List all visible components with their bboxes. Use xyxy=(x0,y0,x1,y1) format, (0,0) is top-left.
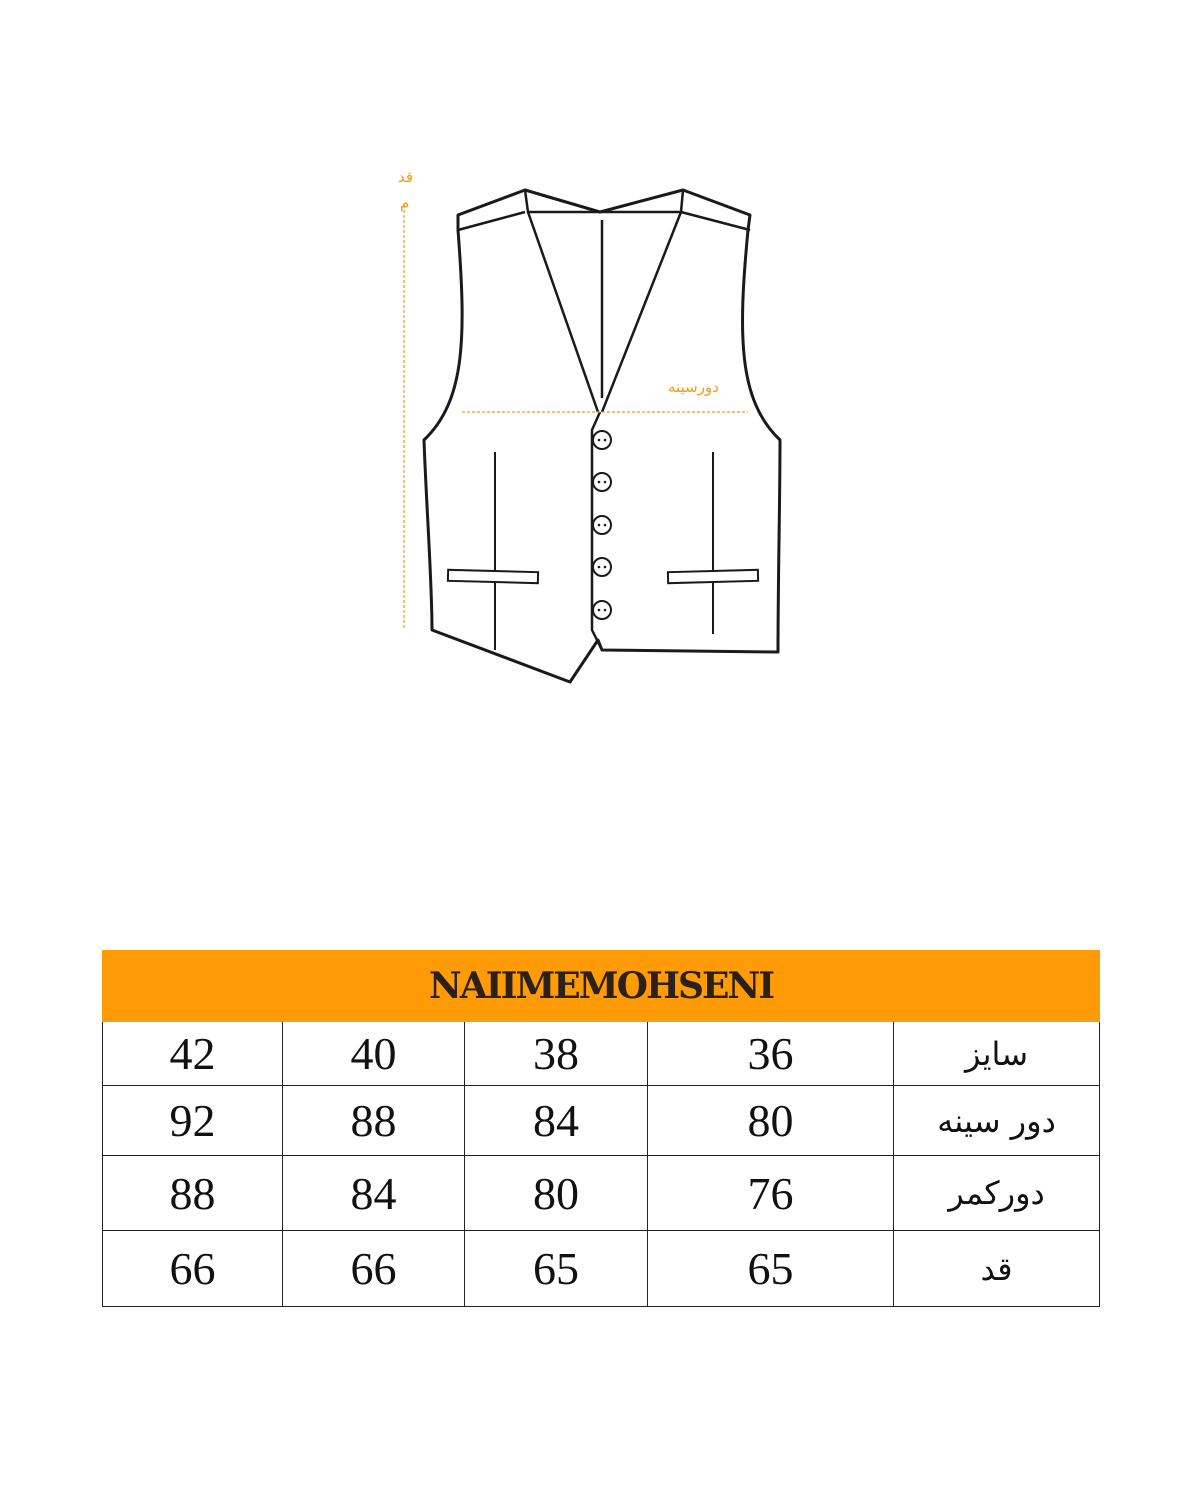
table-row-waist xyxy=(103,1156,1100,1231)
button-5 xyxy=(593,601,611,619)
lapel-left xyxy=(528,212,598,412)
button-1 xyxy=(593,431,611,449)
table-cell: 80 xyxy=(465,1156,648,1231)
table-cell: 65 xyxy=(465,1231,648,1307)
table-row-chest xyxy=(103,1086,1100,1156)
chest-label: دورسینه xyxy=(668,378,719,396)
button-4 xyxy=(593,558,611,576)
length-sub-label: م xyxy=(400,194,410,212)
table-cell: 84 xyxy=(283,1156,465,1231)
table-row-length xyxy=(103,1231,1100,1307)
table-cell: 42 xyxy=(103,1022,283,1086)
table-cell: 92 xyxy=(103,1086,283,1156)
pocket-right xyxy=(668,570,758,583)
table-cell: 65 xyxy=(648,1231,894,1307)
pocket-left xyxy=(448,570,538,583)
table-cell: 80 xyxy=(648,1086,894,1156)
row-label-chest: دور سینه xyxy=(894,1086,1100,1156)
vest-drawing xyxy=(380,160,820,700)
table-cell: 36 xyxy=(648,1022,894,1086)
shoulder-seam-right xyxy=(681,212,750,230)
table-row-size xyxy=(103,1022,1100,1086)
row-label-size: سایز xyxy=(894,1022,1100,1086)
button-3 xyxy=(593,516,611,534)
row-label-waist: دورکمر xyxy=(894,1156,1100,1231)
vest-illustration xyxy=(380,160,820,700)
size-chart-table xyxy=(102,950,1100,1307)
collar-band xyxy=(525,190,683,212)
table-cell: 88 xyxy=(103,1156,283,1231)
table-cell: 88 xyxy=(283,1086,465,1156)
button-2 xyxy=(593,473,611,491)
table-cell: 76 xyxy=(648,1156,894,1231)
table-cell: 66 xyxy=(283,1231,465,1307)
table-cell: 66 xyxy=(103,1231,283,1307)
length-label: قد xyxy=(398,168,414,186)
table-cell: 38 xyxy=(465,1022,648,1086)
row-label-length: قد xyxy=(894,1231,1100,1307)
shoulder-seam-left xyxy=(458,212,525,230)
table-cell: 84 xyxy=(465,1086,648,1156)
table-cell: 40 xyxy=(283,1022,465,1086)
brand-header: NAIIMEMOHSENI xyxy=(103,951,1100,1022)
